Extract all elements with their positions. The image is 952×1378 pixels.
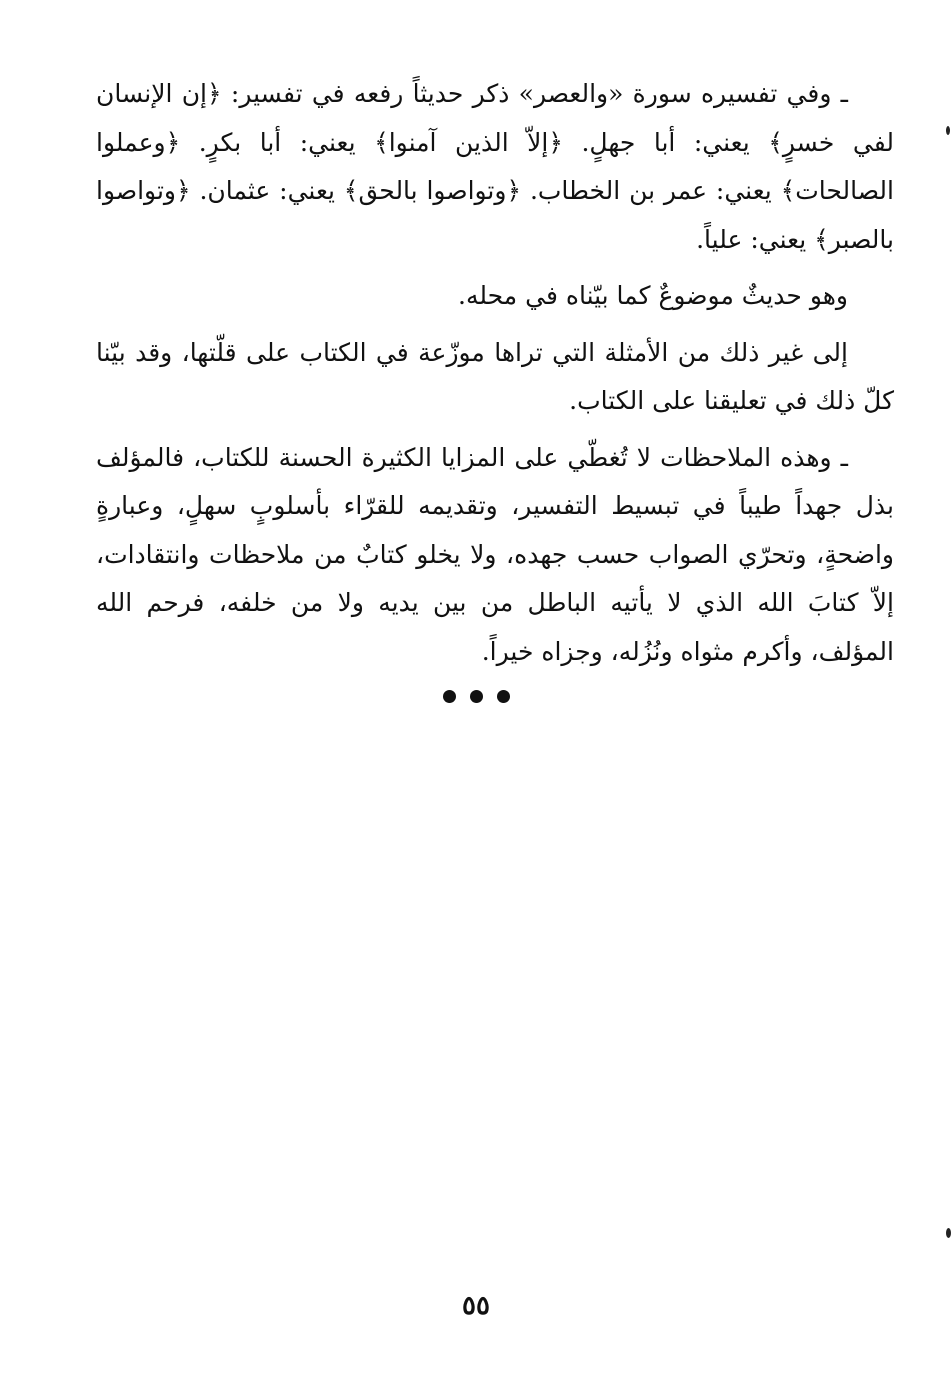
separator-dot: [470, 690, 483, 703]
scan-speck: [946, 126, 950, 135]
separator-dot: [497, 690, 510, 703]
paragraph-book-merits: ـ وهذه الملاحظات لا تُغطّي على المزايا الكثيرة الحسنة للكتاب، فالمؤلف بذل جهداً طيباً في تبسيط التفسير، وتقديمه للقرّاء بأسلوبٍ سهلٍ، وعبارةٍ واضحةٍ، وتحرّي الصواب حسب جهده، ولا يخلو كتابٌ من ملاحظات وانتقادات، إلاّ كتابَ الله الذي لا يأتيه الباطل من بين يديه ولا من خلفه، فرحم الله المؤلف، وأكرم مثواه ونُزُله، وجزاه خيراً.: [96, 442, 894, 666]
body-text: [96, 70, 894, 676]
section-separator: [0, 690, 952, 703]
paragraph-fabricated-hadith-note: وهو حديثٌ موضوعٌ كما بيّناه في محله.: [458, 281, 848, 310]
page-number: ٥٥: [462, 1291, 490, 1321]
scan-speck: [946, 1228, 951, 1238]
separator-dot: [443, 690, 456, 703]
paragraph-surah-al-asr: ـ وفي تفسيره سورة «والعصر» ذكر حديثاً رفعه في تفسير: ﴿إن الإنسان لفي خسرٍ﴾ يعني: أبا جهلٍ. ﴿إلاّ الذين آمنوا﴾ يعني: أبا بكرٍ. ﴿وعملوا الصالحات﴾ يعني: عمر بن الخطاب. ﴿وتواصوا بالحق﴾ يعني: عثمان. ﴿وتواصوا بالصبر﴾ يعني: علياً.: [96, 79, 894, 254]
paragraph-other-examples: إلى غير ذلك من الأمثلة التي تراها موزّعة في الكتاب على قلّتها، وقد بيّنا كلّ ذلك في تعليقنا على الكتاب.: [96, 337, 894, 415]
